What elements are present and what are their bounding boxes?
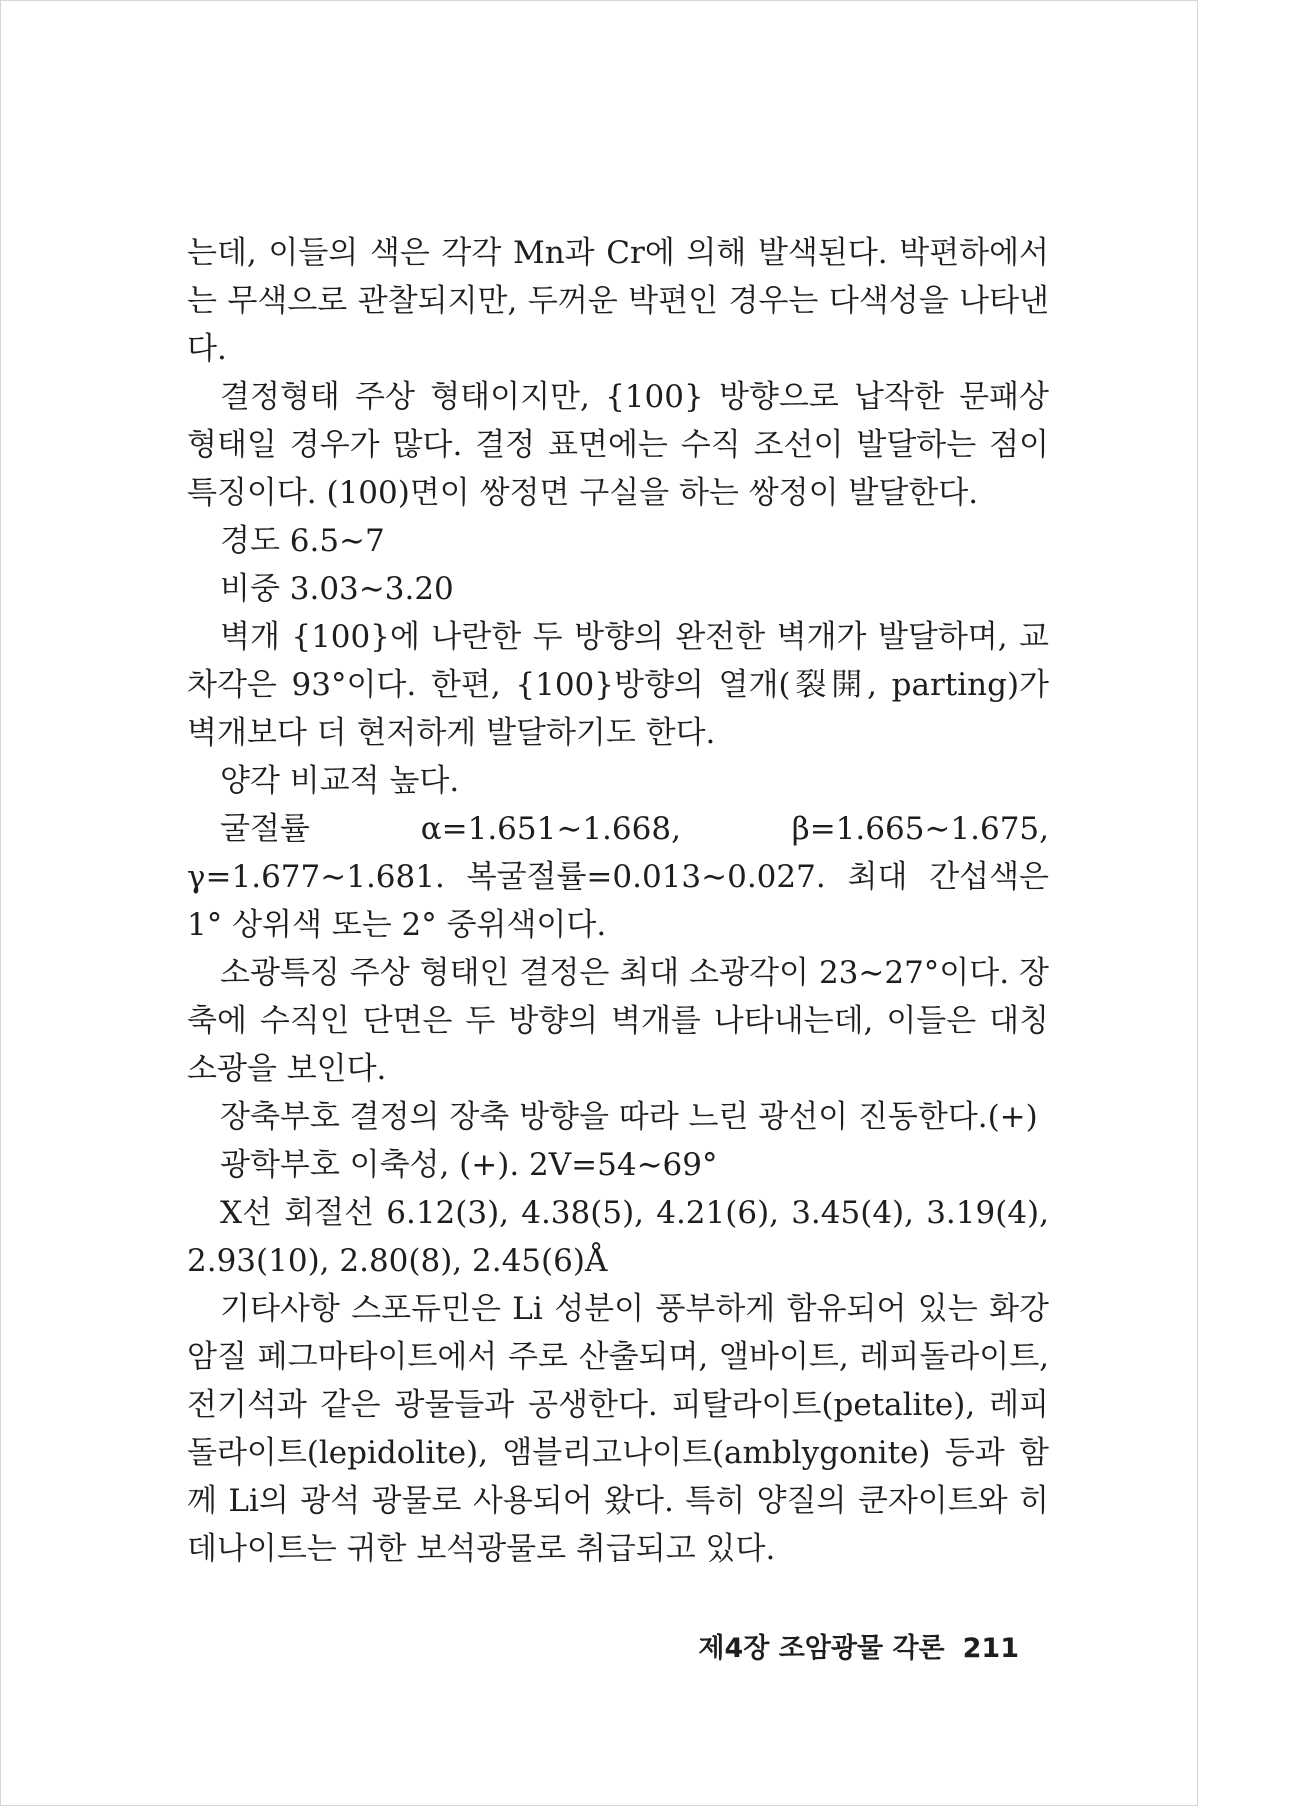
paragraph-extinction: 소광특징 주상 형태인 결정은 최대 소광각이 23∼27°이다. 장축에 수직인 단면은 두 방향의 벽개를 나타내는데, 이들은 대칭소광을 보인다. xyxy=(187,955,1049,1087)
paragraph-continuation: 는데, 이들의 색은 각각 Mn과 Cr에 의해 발색된다. 박편하에서는 무색으로 관찰되지만, 두꺼운 박편인 경우는 다색성을 나타낸다. xyxy=(187,235,1049,367)
page-footer xyxy=(698,1626,1019,1665)
paragraph-other-notes: 기타사항 스포듀민은 Li 성분이 풍부하게 함유되어 있는 화강암질 페그마타이트에서 주로 산출되며, 앨바이트, 레피돌라이트, 전기석과 같은 광물들과 공생한다. 피탈라이트(petalite), 레피돌라이트(lepidolite), 앰블리고나이트(amblygonite) 등과 함께 Li의 광석 광물로 사용되어 왔다. 특히 양질의 쿤자이트와 히데나이트는 귀한 보석광물로 취급되고 있다. xyxy=(187,1291,1049,1567)
paragraph-crystal-form: 결정형태 주상 형태이지만, {100} 방향으로 납작한 문패상 형태일 경우가 많다. 결정 표면에는 수직 조선이 발달하는 점이 특징이다. (100)면이 쌍정면 구실을 하는 쌍정이 발달한다. xyxy=(187,379,1049,511)
paragraph-refractive-index: 굴절률 α=1.651∼1.668, β=1.665∼1.675, γ=1.677∼1.681. 복굴절률=0.013∼0.027. 최대 간섭색은 1° 상위색 또는 2° 중위색이다. xyxy=(187,811,1049,943)
paragraph-specific-gravity: 비중 3.03∼3.20 xyxy=(220,571,454,607)
chapter-title: 제4장 조암광물 각론 xyxy=(698,1633,945,1664)
body-text xyxy=(187,229,1049,1573)
paragraph-xray-diffraction: X선 회절선 6.12(3), 4.38(5), 4.21(6), 3.45(4), 3.19(4), 2.93(10), 2.80(8), 2.45(6)Å xyxy=(187,1195,1049,1279)
paragraph-relief: 양각 비교적 높다. xyxy=(220,763,460,799)
page-number: 211 xyxy=(962,1633,1019,1664)
paragraph-hardness: 경도 6.5∼7 xyxy=(220,523,385,559)
paragraph-elongation-sign: 장축부호 결정의 장축 방향을 따라 느린 광선이 진동한다.(+) xyxy=(220,1099,1038,1135)
paragraph-optic-sign: 광학부호 이축성, (+). 2V=54∼69° xyxy=(220,1147,718,1183)
paragraph-cleavage: 벽개 {100}에 나란한 두 방향의 완전한 벽개가 발달하며, 교차각은 93°이다. 한편, {100}방향의 열개(裂開, parting)가 벽개보다 더 현저하게 발달하기도 한다. xyxy=(187,619,1049,751)
